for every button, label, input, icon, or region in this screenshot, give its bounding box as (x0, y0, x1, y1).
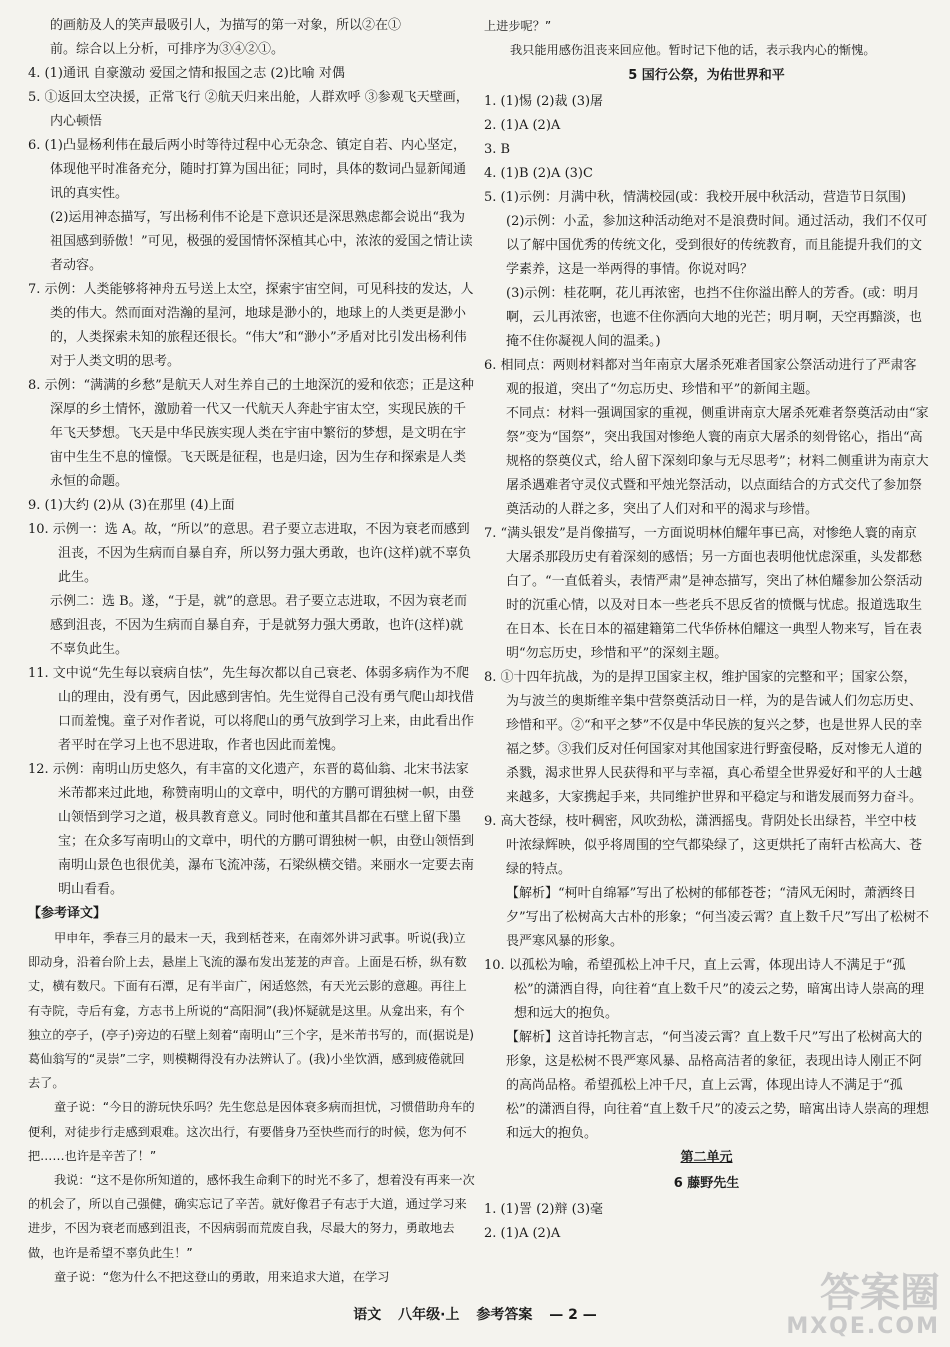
text-block: 前。综合以上分析，可排序为③④②①。 (50, 42, 285, 57)
watermark-logo (725, 1271, 940, 1341)
text-block: 5. (1)示例：月满中秋，情满校园(或：我校开展中秋活动，营造节日氛围) (484, 190, 907, 206)
text-block: 【解析】这首诗托物言志，“何当凌云霄？直上数千尺”写出了松树高大的形象，这是松树不畏严寒风暴、品格高洁者的象征，表现出诗人刚正不阿的高尚品格。希望孤松上冲千尺，直上云霄，体现出诗人不满足于“孤松”的潇洒自得，向往着“直上数千尺”的凌云之势，暗寓出诗人崇高的理想和远大的抱负。 (506, 1030, 929, 1142)
text-block: 童子说：“您为什么不把这登山的勇敢，用来追求大道，在学习 (54, 1269, 390, 1284)
text-block: 2. (1)A (2)A (484, 1226, 561, 1242)
text-block: (3)示例：桂花啊，花儿再浓密，也挡不住你溢出醉人的芳香。(或：明月啊，云儿再浓密，也遮不住你洒向大地的光芒；明月啊，天空再黯淡，也掩不住你凝视人间的温柔。) (506, 286, 923, 350)
text-block: 示例二：选 B。遂，“于是，就”的意思。君子要立志进取，不因为衰老而感到沮丧，不因为生病而自暴自弃，于是就努力强大勇敢，也许(这样)就不辜负此生。 (50, 594, 467, 657)
text-block: 6. (1)凸显杨利伟在最后两小时等待过程中心无杂念、镇定自若、内心坚定，体现他平时准备充分，随时打算为国出征；同时，具体的数词凸显新闻通讯的真实性。 (28, 138, 467, 201)
footer-subject: 语文 (353, 1307, 382, 1323)
text-block: 7. 示例：人类能够将神舟五号送上太空，探索宇宙空间，可见科技的发达，人类的伟大。然而面对浩瀚的星河，地球是渺小的，地球上的人类更是渺小的，人类探索未知的旅程还很长。“伟大”和“渺小”矛盾对比引发出杨利伟对于人类文明的思考。 (28, 282, 474, 369)
text-block: 4. (1)通讯 自豪激动 爱国之情和报国之志 (2)比喻 对偶 (28, 66, 345, 81)
text-block: 9. (1)大约 (2)从 (3)在那里 (4)上面 (28, 498, 235, 513)
text-block: 1. (1)惕 (2)裁 (3)屠 (484, 94, 604, 110)
text-block: 的画舫及人的笑声最吸引人，为描写的第一对象，所以②在① (50, 18, 402, 33)
text-block: 5. ①返回太空决援，正常飞行 ②航天归来出舱，人群欢呼 ③参观飞天壁画，内心顿悟 (28, 90, 469, 129)
text-block: 甲申年，季春三月的最末一天，我到栝苍来，在南郊外讲习武事。听说(我)立即动身，沿着台阶上去，悬崖上飞流的瀑布发出茏茏的声音。上面是石桥，纵有数丈，横有数尺。下面有石潭，足有半亩广，闲适悠然，有天光云影的意趣。再往上有寺院，寺后有龛，方志书上所说的“高阳洞”(我)怀疑就是这里。从龛出来，有个独立的亭子，(亭子)旁边的石壁上刻着“南明山”三个字，是米芾书写的，而(据说是)葛仙翁写的“灵崇”二字，则模糊得没有办法辨认了。(我)小坐饮酒，感到疲倦就回去了。 (28, 931, 475, 1091)
text-block: 我只能用感伤沮丧来回应他。暂时记下他的话，表示我内心的惭愧。 (510, 43, 876, 58)
footer-grade: 八年级·上 (398, 1307, 460, 1323)
watermark-url: MXQE.COM (786, 1314, 940, 1339)
right-column (484, 14, 929, 1304)
text-block: 10. 示例一：选 A。故，“所以”的意思。君子要立志进取，不因为衰老而感到沮丧，不因为生病而自暴自弃，所以努力强大勇敢，也许(这样)就不辜负此生。 (28, 522, 472, 585)
text-block: 第二单元 (680, 1150, 733, 1166)
text-block: 10. 以孤松为喻，希望孤松上冲千尺，直上云霄，体现出诗人不满足于“孤松”的潇洒自得，向往着“直上数千尺”的凌云之势，暗寓出诗人崇高的理想和远大的抱负。 (484, 958, 924, 1022)
text-block: 12. 示例：南明山历史悠久，有丰富的文化遗产，东晋的葛仙翁、北宋书法家米芾都来过此地，称赞南明山的文章中，明代的方鹏可谓独树一帜，由登山领悟到学习之道，极具教育意义。同时他和董其昌都在石壁上留下墨宝；在众多写南明山的文章中，明代的方鹏可谓独树一帜，由登山领悟到南明山景色也很优美，瀑布飞流冲荡，石梁纵横交错。来丽水一定要去南明山看看。 (28, 762, 475, 897)
text-block: (2)运用神态描写，写出杨利伟不论是下意识还是深思熟虑都会说出“我为祖国感到骄傲！”可见，极强的爱国情怀深植其心中，浓浓的爱国之情让读者动容。 (50, 210, 473, 273)
watermark-text: 答案圈 (820, 1270, 940, 1316)
text-block: 8. 示例：“满满的乡愁”是航天人对生养自己的土地深沉的爱和依恋；正是这种深厚的乡土情怀，激励着一代又一代航天人奔赴宇宙太空，实现民族的千年飞天梦想。飞天是中华民族实现人类在宇宙中繁衍的梦想，是文明在宇宙中生生不息的憧憬。飞天既是征程，也是归途，因为生存和探索是人类永恒的命题。 (28, 378, 474, 489)
text-block: 8. ①十四年抗战，为的是捍卫国家主权，维护国家的完整和平；国家公祭，为与波兰的奥斯维辛集中营祭奠活动日一样，为的是告诫人们勿忘历史、珍惜和平。②“和平之梦”不仅是中华民族的复兴之梦，也是世界人民的幸福之梦。③我们反对任何国家对其他国家进行野蛮侵略，反对惨无人道的杀戮，渴求世界人民获得和平与幸福，真心希望全世界爱好和平的人士越来越多，大家携起手来，共同维护世界和平稳定与和谐发展而努力奋斗。 (484, 670, 923, 806)
text-block: 6 藤野先生 (673, 1176, 740, 1192)
text-block: 3. B (484, 142, 511, 158)
text-block: 【参考译文】 (28, 906, 107, 921)
text-block: 我说：“这不是你所知道的，感怀我生命剩下的时光不多了，想着没有再来一次的机会了，所以自己强健，确实忘记了辛苦。就好像君子有志于大道，通过学习来进步，不因为衰老而感到沮丧，不因病弱而荒废自我，尽最大的努力，勇敢地去做，也许是希望不辜负此生！” (28, 1173, 475, 1260)
footer-label: 参考答案 (476, 1307, 533, 1323)
text-block: 5 国行公祭，为佑世界和平 (628, 68, 785, 84)
text-block: 上进步呢？” (484, 19, 552, 33)
text-block: 4. (1)B (2)A (3)C (484, 166, 593, 182)
text-block: 童子说：“今日的游玩快乐吗？先生您总是因体衰多病而担忧，习惯借助舟车的便利，对徒步行走感到艰难。这次出行，有要偕身乃至快些而行的时候，您为何不把……也许是辛苦了！” (28, 1100, 475, 1163)
text-block: 6. 相同点：两则材料都对当年南京大屠杀死难者国家公祭活动进行了严肃客观的报道，突出了“勿忘历史、珍惜和平”的新闻主题。 (484, 358, 917, 398)
footer-page-number: — 2 — (549, 1307, 597, 1323)
left-column (28, 14, 476, 1304)
text-block: 【解析】“柯叶自绵幂”写出了松树的郁郁苍苍；“清风无闲时，萧洒终日夕”写出了松树高大古朴的形象；“何当凌云霄？直上数千尺”写出了松树不畏严寒风暴的形象。 (506, 886, 929, 950)
text-block: 2. (1)A (2)A (484, 118, 561, 134)
text-block: 9. 高大苍绿，枝叶稠密，风吹劲松，潇洒摇曳。背阴处长出绿苔，半空中枝叶浓绿辉映，似乎将周围的空气都染绿了，这更烘托了南轩古松高大、苍绿的特点。 (484, 814, 923, 878)
text-block: (2)示例：小孟，参加这种活动绝对不是浪费时间。通过活动，我们不仅可以了解中国优秀的传统文化，受到很好的传统教育，而且能提升我们的文学素养，这是一举两得的事情。你说对吗？ (506, 214, 928, 278)
text-block: 不同点：材料一强调国家的重视，侧重讲南京大屠杀死难者祭奠活动由“家祭”变为“国祭”，突出我国对惨绝人寰的南京大屠杀的刻骨铭心，指出“高规格的祭奠仪式，给人留下深刻印象与无尽思考”；材料二侧重讲为南京大屠杀遇难者守灵仪式暨和平烛光祭活动，以点面结合的方式交代了参加祭奠活动的人群之多，突出了人们对和平的渴求与珍惜。 (506, 406, 929, 518)
text-block: 1. (1)詈 (2)辩 (3)毫 (484, 1202, 604, 1218)
text-block: 11. 文中说“先生每以衰病自怯”，先生每次都以自己衰老、体弱多病作为不爬山的理由，没有勇气，因此感到害怕。先生觉得自己没有勇气爬山却找借口而羞愧。童子对作者说，可以将爬山的勇气放到学习上来，由此看出作者平时在学习上也不思进取，作者也因此而羞愧。 (28, 666, 475, 753)
text-block: 7. “满头银发”是肖像描写，一方面说明林伯耀年事已高，对惨绝人寰的南京大屠杀那段历史有着深刻的感悟；另一方面也表明他忧虑深重，头发都愁白了。“一直低着头，表情严肃”是神态描写，突出了林伯耀参加公祭活动时的沉重心情，以及对日本一些老兵不思反省的愤慨与忧虑。报道选取生在日本、长在日本的福建籍第二代华侨林伯耀这一典型人物来写，旨在表明“勿忘历史，珍惜和平”的深刻主题。 (484, 526, 923, 662)
